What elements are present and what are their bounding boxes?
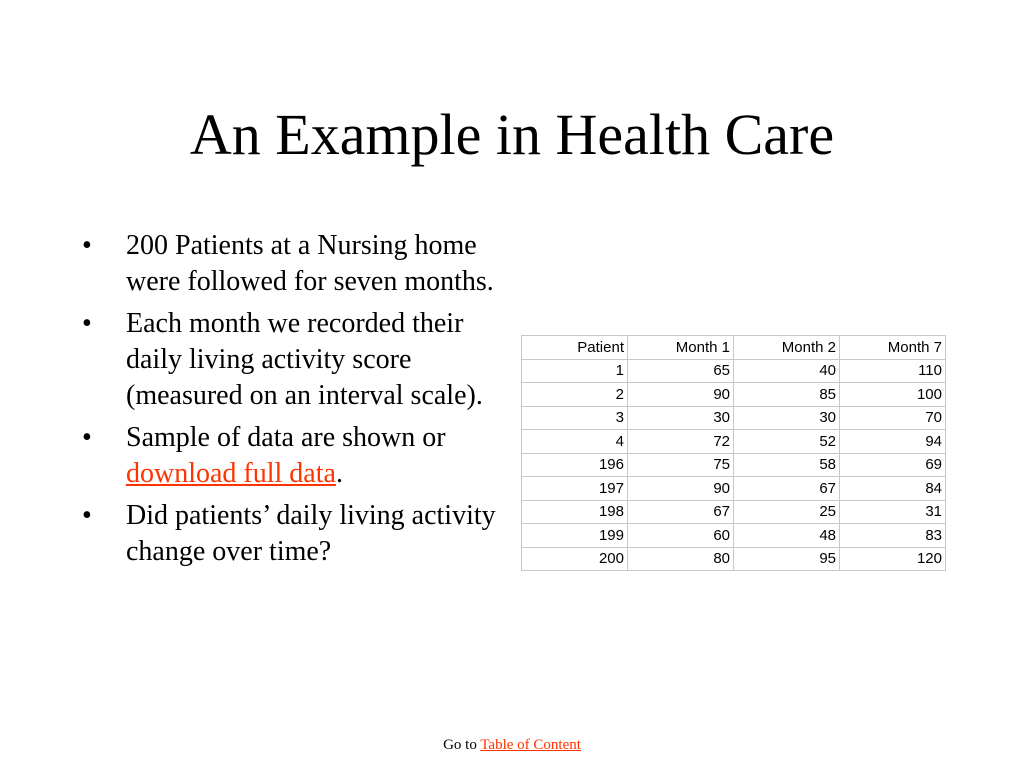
- column-header-month-1: Month 1: [628, 336, 734, 360]
- bullet-text-prefix: Sample of data are shown or: [126, 422, 446, 453]
- table-cell: 199: [522, 524, 628, 548]
- table-header-row: [522, 336, 946, 360]
- table-cell: 30: [628, 406, 734, 430]
- table-row: [522, 453, 946, 477]
- table-row: [522, 547, 946, 571]
- table-cell: 80: [628, 547, 734, 571]
- table-cell: 70: [840, 406, 946, 430]
- slide-title: An Example in Health Care: [189, 102, 835, 167]
- table-cell: 72: [628, 430, 734, 454]
- table-cell: 197: [522, 477, 628, 501]
- table-cell: 95: [734, 547, 840, 571]
- table-row: [522, 406, 946, 430]
- table-cell: 52: [734, 430, 840, 454]
- table-row: [522, 359, 946, 383]
- table-cell: 30: [734, 406, 840, 430]
- table-cell: 4: [522, 430, 628, 454]
- table-row: [522, 430, 946, 454]
- table-cell: 3: [522, 406, 628, 430]
- bullet-item: [82, 498, 502, 570]
- table-cell: 67: [628, 500, 734, 524]
- bullet-marker: •: [82, 422, 92, 453]
- bullet-item: [82, 306, 502, 414]
- bullet-text: Did patients’ daily living activity change over time?: [126, 500, 496, 567]
- table-cell: 100: [840, 383, 946, 407]
- bullet-marker: •: [82, 308, 92, 339]
- column-header-month-7: Month 7: [840, 336, 946, 360]
- table-row: [522, 524, 946, 548]
- bullet-text: Each month we recorded their daily living activity score (measured on an interval scale).: [126, 308, 483, 411]
- table-cell: 69: [840, 453, 946, 477]
- table-cell: 40: [734, 359, 840, 383]
- bullet-text-suffix: .: [335, 458, 343, 489]
- table-row: [522, 383, 946, 407]
- bullet-marker: •: [82, 500, 92, 531]
- bullet-item: [82, 228, 502, 300]
- bullet-text: 200 Patients at a Nursing home were followed for seven months.: [126, 230, 494, 297]
- table-cell: 58: [734, 453, 840, 477]
- patient-data-table: [521, 335, 946, 571]
- column-header-month-2: Month 2: [734, 336, 840, 360]
- table-cell: 198: [522, 500, 628, 524]
- table-cell: 1: [522, 359, 628, 383]
- download-full-data-link[interactable]: download full data: [126, 458, 336, 489]
- column-header-patient: Patient: [522, 336, 628, 360]
- table-cell: 60: [628, 524, 734, 548]
- table-cell: 48: [734, 524, 840, 548]
- table-cell: 110: [840, 359, 946, 383]
- table-cell: 31: [840, 500, 946, 524]
- table-row: [522, 477, 946, 501]
- table-cell: 90: [628, 477, 734, 501]
- table-cell: 90: [628, 383, 734, 407]
- bullet-item: [82, 420, 502, 492]
- footer-prefix: Go to: [443, 737, 481, 753]
- table-cell: 120: [840, 547, 946, 571]
- table-of-content-link[interactable]: Table of Content: [480, 737, 581, 753]
- table-cell: 67: [734, 477, 840, 501]
- table-cell: 196: [522, 453, 628, 477]
- table-cell: 2: [522, 383, 628, 407]
- table-cell: 84: [840, 477, 946, 501]
- bullet-marker: •: [82, 230, 92, 261]
- footer-navigation: [0, 735, 1024, 755]
- table-cell: 94: [840, 430, 946, 454]
- table-cell: 200: [522, 547, 628, 571]
- table-cell: 75: [628, 453, 734, 477]
- table-cell: 83: [840, 524, 946, 548]
- table-cell: 85: [734, 383, 840, 407]
- table-cell: 65: [628, 359, 734, 383]
- table-cell: 25: [734, 500, 840, 524]
- table-row: [522, 500, 946, 524]
- bullet-list: [82, 228, 502, 576]
